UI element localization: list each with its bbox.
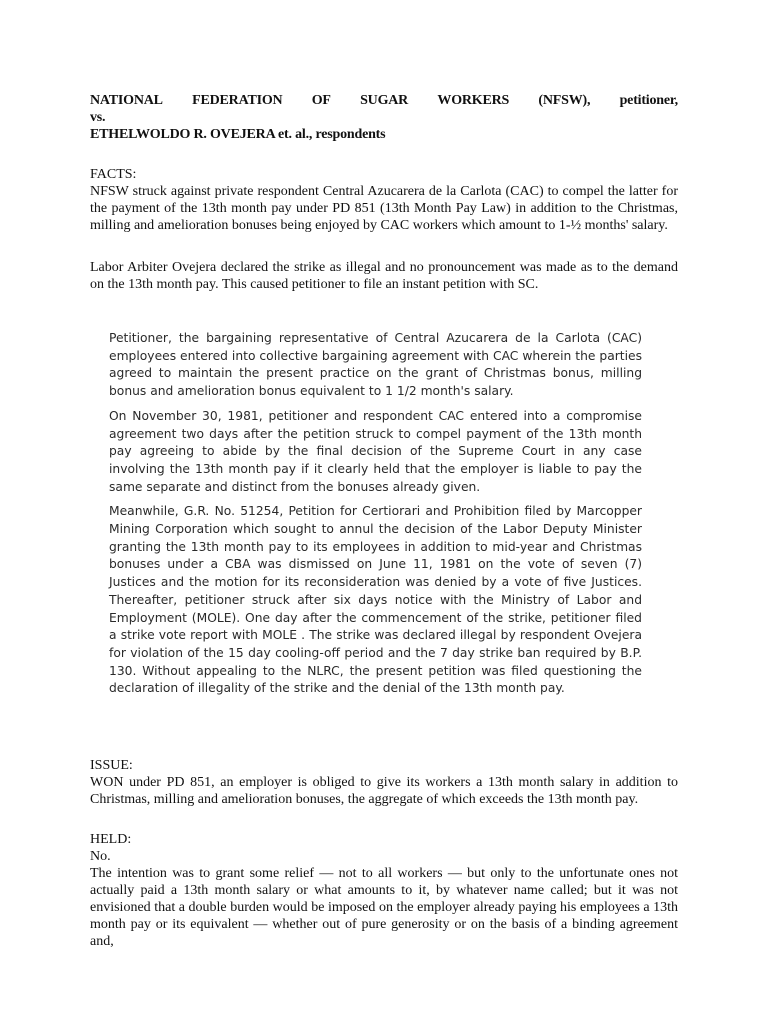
title-word: FEDERATION [192,93,283,108]
title-word: SUGAR [360,93,409,108]
case-title-line1 [90,92,678,109]
held-label: HELD: [90,832,132,847]
quoted-excerpt [109,330,642,705]
excerpt-paragraph-1: Petitioner, the bargaining representative of Central Azucarera de la Carlota (CAC) employees entered into collective bargaining agreement with CAC wherein the parties agreed to maintain the present practice on the grant of Christmas bonus, milling bonus and amelioration bonus equivalent to 1 1/2 month's salary. [109,331,642,399]
title-word: (NFSW), [538,93,591,108]
title-word: petitioner, [619,93,678,108]
case-title-vs: vs. [90,110,106,125]
case-title [90,92,678,143]
held-text: The intention was to grant some relief — not to all workers — but only to the unfortunate ones not actually paid a 13th month salary or what amounts to it, by whatever name called; but it was not envisioned that a double burden would be imposed on the employer already paying his employees a 13th month pay or its equivalent — whether out of pure generosity or on the basis of a binding agreement and, [90,866,678,949]
case-title-respondents: ETHELWOLDO R. OVEJERA et. al., respondents [90,127,386,142]
title-word: NATIONAL [90,93,163,108]
issue-text: WON under PD 851, an employer is obliged to give its workers a 13th month salary in addition to Christmas, milling and amelioration bonuses, the aggregate of which exceeds the 13th month pay. [90,775,678,807]
facts-paragraph-2: Labor Arbiter Ovejera declared the strike as illegal and no pronouncement was made as to the demand on the 13th month pay. This caused petitioner to file an instant petition with SC. [90,260,678,292]
excerpt-paragraph-3: Meanwhile, G.R. No. 51254, Petition for Certiorari and Prohibition filed by Marcopper Mining Corporation which sought to annul the decision of the Labor Deputy Minister granting the 13th month pay to its employees in addition to mid-year and Christmas bonuses under a CBA was dismissed on June 11, 1981 on the vote of seven (7) Justices and the motion for its reconsideration was denied by a vote of five Justices. Thereafter, petitioner struck after six days notice with the Ministry of Labor and Employment (MOLE). One day after the commencement of the strike, petitioner filed a strike vote report with MOLE . The strike was declared illegal by respondent Ovejera for violation of the 15 day cooling-off period and the 7 day strike ban required by B.P. 130. Without appealing to the NLRC, the present petition was filed questioning the declaration of illegality of the strike and the denial of the 13th month pay. [109,504,642,696]
excerpt-paragraph-2: On November 30, 1981, petitioner and respondent CAC entered into a compromise agreement two days after the petition struck to compel payment of the 13th month pay agreeing to abide by the final decision of the Supreme Court in any case involving the 13th month pay if it clearly held that the employer is liable to pay the same separate and distinct from the bonuses already given. [109,408,642,494]
held-answer: No. [90,849,111,864]
title-word: WORKERS [437,93,510,108]
facts-paragraph-1: NFSW struck against private respondent Central Azucarera de la Carlota (CAC) to compel the latter for the payment of the 13th month pay under PD 851 (13th Month Pay Law) in addition to the Christmas, milling and amelioration bonuses being enjoyed by CAC workers which amount to 1-½ months' salary. [90,184,678,233]
issue-label: ISSUE: [90,758,133,773]
title-word: OF [311,93,331,108]
facts-label: FACTS: [90,167,137,182]
